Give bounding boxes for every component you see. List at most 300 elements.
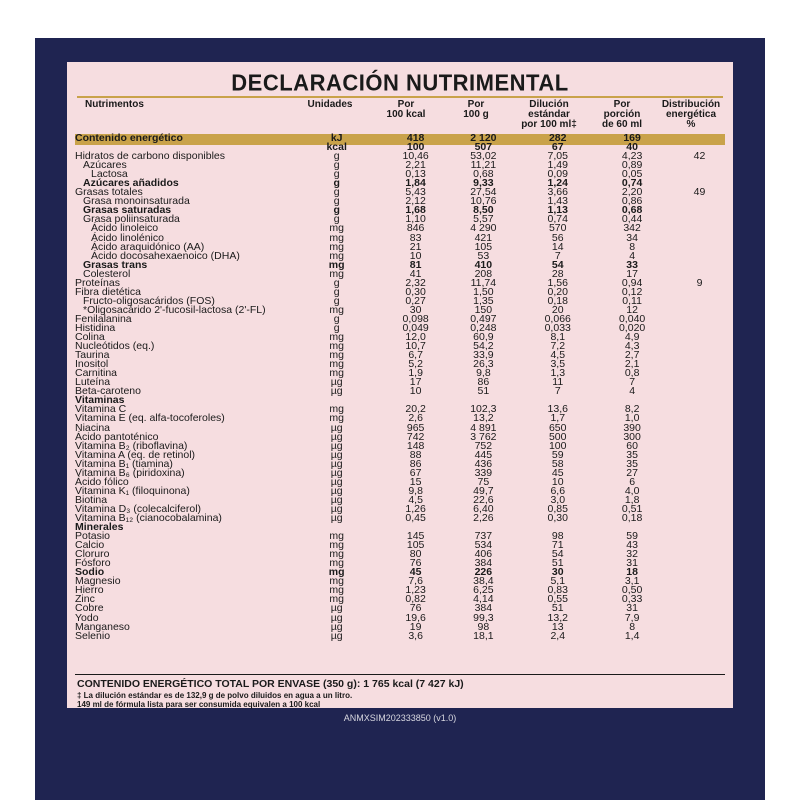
per100kcal-cell: 0,13 (405, 168, 426, 181)
unit-cell: µg (330, 448, 343, 461)
portion-cell: 1,8 (624, 493, 640, 506)
dilution-cell: 8,1 (550, 331, 566, 344)
table-row (75, 514, 733, 523)
unit-cell: µg (330, 602, 343, 615)
nutrient-name: Vitamina E (eq. alfa-tocoferoles) (75, 412, 225, 425)
distribution-cell (666, 261, 733, 270)
portion-cell: 0,74 (621, 177, 643, 190)
nutrient-name: Nucleótidos (eq.) (75, 340, 155, 353)
per100kcal-cell: 1,23 (405, 584, 426, 597)
per100kcal-cell: 7,6 (408, 575, 423, 588)
unit-cell: µg (330, 493, 343, 506)
dilution-cell: 0,066 (544, 312, 571, 325)
per100kcal-cell: 2,12 (405, 195, 426, 208)
header-distribution: Distribución energética % (661, 99, 721, 130)
portion-cell: 0,05 (621, 168, 643, 181)
distribution-cell (666, 478, 733, 487)
per100g-cell: 5,57 (473, 213, 494, 226)
unit-cell: mg (329, 530, 344, 543)
distribution-cell (666, 297, 733, 306)
distribution-cell (666, 333, 733, 342)
dilution-cell: 1,56 (547, 276, 568, 289)
dilution-cell: 0,033 (544, 322, 571, 334)
portion-cell: 4,23 (621, 150, 643, 163)
distribution-cell (666, 306, 733, 315)
nutrient-name: Potasio (75, 530, 111, 543)
per100g-cell: 384 (474, 557, 493, 570)
per100kcal-cell: 20,2 (405, 403, 426, 416)
distribution-cell (666, 234, 733, 243)
per100kcal-cell: 10,7 (405, 340, 426, 353)
unit-cell: g (333, 294, 340, 307)
per100g-cell: 9,8 (476, 367, 491, 380)
per100kcal-cell: 10 (409, 385, 422, 398)
unit-cell: µg (330, 376, 343, 389)
dilution-cell: 51 (551, 602, 564, 615)
dilution-cell: 0,83 (547, 584, 568, 597)
distribution-cell: 42 (693, 150, 706, 163)
per100kcal-cell: 0,30 (405, 285, 426, 298)
distribution-cell (666, 586, 733, 595)
portion-cell: 34 (626, 231, 638, 244)
portion-cell: 0,040 (618, 312, 646, 325)
portion-cell: 8,2 (624, 403, 640, 416)
total-energy: CONTENIDO ENERGÉTICO TOTAL POR ENVASE (350 g): 1 765 kcal (7 427 kJ) (77, 678, 464, 690)
portion-cell: 27 (626, 466, 638, 479)
dilution-cell: 282 (548, 132, 567, 145)
unit-cell: µg (330, 430, 343, 443)
distribution-cell (666, 451, 733, 460)
unit-cell: µg (330, 385, 343, 398)
unit-cell: mg (329, 340, 344, 353)
dilution-cell: 5,1 (550, 575, 566, 588)
distribution-cell (666, 442, 733, 451)
nutrient-name: Manganeso (75, 620, 130, 633)
portion-cell: 0,51 (621, 502, 643, 515)
nutrient-name: Fibra dietética (75, 285, 141, 298)
unit-cell: µg (330, 421, 343, 434)
per100kcal-cell: 76 (409, 557, 422, 570)
nutrient-name: Carnitina (75, 367, 118, 380)
per100g-cell: 6,25 (473, 584, 494, 597)
distribution-cell (666, 387, 733, 396)
dilution-cell: 13 (551, 620, 564, 633)
portion-cell: 7,9 (624, 611, 640, 624)
portion-cell: 0,86 (621, 195, 643, 208)
footer-rule (75, 674, 725, 675)
nutrient-name: Yodo (75, 611, 99, 624)
nutrient-name: Ácido linoleico (91, 222, 159, 235)
dilution-cell: 7 (554, 385, 561, 398)
per100kcal-cell: 0,049 (402, 322, 429, 334)
portion-cell: 4,0 (624, 484, 640, 497)
distribution-cell (666, 378, 733, 387)
per100g-cell: 13,2 (473, 412, 494, 425)
per100kcal-cell: 5,43 (405, 186, 426, 199)
nutrient-name: Calcio (75, 539, 105, 552)
dilution-cell: 0,30 (547, 511, 568, 524)
portion-cell: 12 (626, 303, 638, 316)
portion-cell: 0,44 (621, 213, 643, 226)
portion-cell: 60 (626, 439, 638, 452)
dilution-cell: 30 (551, 566, 564, 579)
distribution-cell: 49 (693, 186, 706, 199)
portion-cell: 2,20 (621, 186, 643, 199)
portion-cell: 0,68 (621, 204, 643, 217)
nutrient-name: Grasas saturadas (83, 204, 172, 217)
portion-cell: 32 (626, 548, 638, 561)
distribution-cell (666, 604, 733, 613)
per100kcal-cell: 742 (406, 430, 425, 443)
per100kcal-cell: 105 (406, 539, 425, 552)
dilution-cell: 71 (551, 539, 564, 552)
nutrient-name: Vitamina B₁ (tiamina) (75, 457, 173, 470)
portion-cell: 33 (626, 258, 638, 271)
dilution-cell: 0,85 (547, 502, 568, 515)
distribution-cell (666, 632, 733, 641)
distribution-cell (666, 577, 733, 586)
nutrient-name: Ácido docosahexaenoico (DHA) (91, 249, 240, 262)
distribution-cell (666, 623, 733, 632)
footnote-equivalence: 149 ml de fórmula lista para ser consumida equivalen a 100 kcal (77, 700, 321, 709)
distribution-cell (666, 550, 733, 559)
dilution-cell: 54 (551, 548, 564, 561)
portion-cell: 35 (626, 448, 638, 461)
distribution-cell (666, 414, 733, 423)
per100kcal-cell: 145 (406, 530, 425, 543)
label-title: DECLARACIÓN NUTRIMENTAL (231, 69, 569, 96)
per100g-cell: 0,68 (473, 168, 494, 181)
distribution-cell (666, 315, 733, 324)
portion-cell: 1,4 (624, 629, 640, 642)
dilution-cell: 20 (551, 303, 564, 316)
per100kcal-cell: 9,8 (408, 484, 423, 497)
per100kcal-cell: 19,6 (405, 611, 426, 624)
nutrient-name: Taurina (75, 349, 110, 362)
portion-cell: 4 (629, 385, 636, 398)
nutrient-name: Azúcares añadidos (83, 177, 179, 190)
per100g-cell: 99,3 (473, 611, 494, 624)
unit-cell: mg (329, 222, 344, 235)
nutrient-name: Hidratos de carbono disponibles (75, 150, 226, 163)
unit-cell: µg (330, 439, 343, 452)
unit-cell: mg (329, 240, 344, 253)
nutrient-name: Fenilalanina (75, 312, 132, 325)
unit-cell: g (333, 186, 340, 199)
unit-cell: mg (329, 584, 344, 597)
unit-cell: g (333, 159, 340, 172)
portion-cell: 0,18 (621, 511, 643, 524)
distribution-cell (666, 460, 733, 469)
portion-cell: 2,1 (624, 358, 640, 371)
nutrient-name: Colesterol (83, 267, 131, 280)
distribution-cell (666, 424, 733, 433)
unit-cell: mg (328, 258, 345, 271)
per100kcal-cell: 3,6 (408, 629, 423, 642)
nutrient-name: Vitamina D₃ (colecalciferol) (75, 502, 202, 515)
header-nutrient: Nutrimentos (85, 99, 144, 110)
unit-cell: g (333, 322, 340, 334)
per100g-cell: 507 (474, 141, 493, 154)
per100g-cell: 4,14 (473, 593, 494, 606)
unit-cell: mg (329, 231, 344, 244)
dilution-cell: 1,43 (547, 195, 568, 208)
unit-cell: mg (329, 575, 344, 588)
per100g-cell: 0,248 (470, 322, 497, 334)
unit-cell: g (333, 150, 340, 163)
dilution-cell: 0,74 (547, 213, 568, 226)
unit-cell: mg (329, 412, 344, 425)
per100kcal-cell: 1,84 (405, 177, 426, 190)
per100g-cell: 11,74 (470, 276, 497, 289)
unit-cell: g (333, 195, 340, 208)
distribution-cell (666, 505, 733, 514)
dilution-cell: 67 (551, 141, 564, 154)
portion-cell: 0,020 (618, 322, 646, 334)
unit-cell: kJ (330, 132, 343, 145)
portion-cell: 4,9 (624, 331, 640, 344)
unit-cell: mg (329, 303, 344, 316)
portion-cell: 169 (623, 132, 641, 145)
dilution-cell: 2,4 (550, 629, 566, 642)
nutrient-name: Hierro (75, 584, 104, 597)
dilution-cell: 54 (551, 258, 564, 271)
header-portion: Por porción de 60 ml (601, 99, 643, 130)
unit-cell: mg (329, 593, 344, 606)
distribution-cell (666, 559, 733, 568)
nutrient-name: Grasa poliinsaturada (83, 213, 180, 226)
per100g-cell: 53,02 (470, 150, 497, 163)
nutrient-name: Contenido energético (75, 132, 183, 145)
unit-cell: mg (329, 557, 344, 570)
per100kcal-cell: 1,10 (405, 213, 426, 226)
dilution-cell: 0,20 (547, 285, 568, 298)
per100g-cell: 3 762 (470, 430, 497, 443)
per100g-cell: 27,54 (470, 186, 497, 199)
per100kcal-cell: 41 (409, 267, 422, 280)
dilution-cell: 56 (551, 231, 564, 244)
per100g-cell: 38,4 (473, 575, 494, 588)
portion-cell: 8 (629, 620, 636, 633)
distribution-cell (666, 360, 733, 369)
dilution-cell: 13,6 (547, 403, 568, 416)
dilution-cell: 7 (554, 249, 561, 262)
distribution-cell (666, 324, 733, 333)
portion-cell: 31 (626, 557, 638, 570)
nutrient-name: Beta-caroteno (75, 385, 141, 398)
nutrient-name: Vitamina A (eq. de retinol) (75, 448, 196, 461)
dilution-cell: 3,5 (550, 358, 566, 371)
dilution-cell: 3,66 (547, 186, 568, 199)
distribution-cell (666, 487, 733, 496)
per100g-cell: 752 (474, 439, 493, 452)
distribution-cell (666, 523, 733, 532)
portion-cell: 31 (626, 602, 638, 615)
per100kcal-cell: 80 (409, 548, 422, 561)
nutrient-name: Proteínas (75, 276, 120, 289)
per100kcal-cell: 19 (409, 620, 422, 633)
unit-cell: µg (330, 511, 343, 524)
distribution-cell (666, 224, 733, 233)
unit-cell: g (333, 168, 340, 181)
per100kcal-cell: 86 (409, 457, 422, 470)
dilution-cell: 570 (548, 222, 567, 235)
dilution-cell: 0,18 (547, 294, 568, 307)
unit-cell: µg (330, 502, 343, 515)
nutrient-name: Vitamina K₁ (filoquinona) (75, 484, 190, 497)
distribution-cell (666, 288, 733, 297)
per100g-cell: 8,50 (473, 204, 494, 217)
per100kcal-cell: 2,21 (405, 159, 426, 172)
portion-cell: 7 (629, 376, 636, 389)
distribution-cell (666, 206, 733, 215)
per100kcal-cell: 2,6 (408, 412, 423, 425)
nutrient-name: Ácido pantoténico (75, 430, 159, 443)
title-rule (77, 96, 723, 98)
nutrition-label-card (67, 62, 733, 708)
per100kcal-cell: 1,68 (405, 204, 426, 217)
dilution-cell: 59 (551, 448, 564, 461)
per100g-cell: 26,3 (473, 358, 494, 371)
per100g-cell: 60,9 (473, 331, 494, 344)
dilution-cell: 100 (548, 439, 567, 452)
portion-cell: 4 (629, 249, 636, 262)
distribution-cell (666, 496, 733, 505)
per100kcal-cell: 88 (409, 448, 422, 461)
dilution-cell: 14 (551, 240, 564, 253)
unit-cell: mg (329, 249, 344, 262)
portion-cell: 18 (626, 566, 638, 579)
per100kcal-cell: 1,26 (405, 502, 426, 515)
footnote-dilution: ‡ La dilución estándar es de 132,9 g de polvo diluidos en agua a un litro. (77, 691, 353, 700)
per100kcal-cell: 1,9 (408, 367, 423, 380)
dilution-cell: 6,6 (550, 484, 566, 497)
per100g-cell: 4 891 (470, 421, 497, 434)
per100kcal-cell: 76 (409, 602, 422, 615)
nutrient-name: Minerales (75, 521, 124, 534)
per100g-cell: 1,35 (473, 294, 494, 307)
unit-cell: µg (330, 629, 343, 642)
dilution-cell: 1,7 (550, 412, 566, 425)
per100g-cell: 6,40 (473, 502, 494, 515)
dilution-cell: 3,0 (550, 493, 566, 506)
header-unit: Unidades (307, 99, 353, 110)
per100g-cell: 4 290 (470, 222, 497, 235)
distribution-cell (666, 351, 733, 360)
nutrient-name: Ácido araquidónico (AA) (91, 240, 205, 253)
distribution-cell (666, 170, 733, 179)
unit-cell: g (333, 204, 340, 217)
per100g-cell: 75 (477, 475, 490, 488)
per100g-cell: 2 120 (470, 132, 497, 145)
portion-cell: 0,33 (621, 593, 643, 606)
nutrient-name: Vitamina B₁₂ (cianocobalamina) (75, 511, 222, 524)
distribution-cell (666, 541, 733, 550)
unit-cell: mg (329, 403, 344, 416)
distribution-cell (666, 243, 733, 252)
distribution-cell (666, 405, 733, 414)
distribution-cell (666, 134, 733, 143)
per100kcal-cell: 5,2 (408, 358, 423, 371)
per100kcal-cell: 12,0 (405, 331, 426, 344)
nutrient-name: Vitaminas (75, 394, 125, 407)
nutrient-name: Luteína (75, 376, 111, 389)
per100g-cell: 339 (474, 466, 493, 479)
unit-cell: mg (329, 331, 344, 344)
distribution-cell (666, 532, 733, 541)
unit-cell: kcal (326, 141, 347, 154)
per100kcal-cell: 418 (406, 132, 425, 145)
per100g-cell: 737 (474, 530, 493, 543)
per100g-cell: 49,7 (473, 484, 494, 497)
portion-cell: 8 (629, 240, 636, 253)
per100g-cell: 10,76 (470, 195, 497, 208)
distribution-cell (666, 252, 733, 261)
per100g-cell: 18,1 (473, 629, 494, 642)
nutrient-name: Selenio (75, 629, 111, 642)
distribution-cell (666, 396, 733, 405)
distribution-cell (666, 613, 733, 622)
dilution-cell: 98 (551, 530, 564, 543)
distribution-cell (666, 469, 733, 478)
nutrient-name: Vitamina B₂ (riboflavina) (75, 439, 188, 452)
portion-cell: 0,94 (621, 276, 643, 289)
distribution-cell (666, 433, 733, 442)
portion-cell: 40 (626, 141, 638, 154)
nutrient-name: Niacina (75, 421, 111, 434)
per100g-cell: 9,33 (473, 177, 494, 190)
nutrient-name: Biotina (75, 493, 108, 506)
per100g-cell: 406 (474, 548, 493, 561)
per100kcal-cell: 10,46 (402, 150, 429, 163)
nutrient-name: Azúcares (83, 159, 127, 172)
per100kcal-cell: 45 (409, 566, 422, 579)
distribution-cell (666, 514, 733, 523)
unit-cell: mg (329, 267, 344, 280)
unit-cell: µg (330, 466, 343, 479)
nutrient-name: Vitamina C (75, 403, 127, 416)
unit-cell: g (333, 177, 340, 190)
per100g-cell: 98 (477, 620, 490, 633)
unit-cell: µg (330, 620, 343, 633)
distribution-cell (666, 369, 733, 378)
per100kcal-cell: 30 (409, 303, 422, 316)
per100kcal-cell: 2,32 (405, 276, 426, 289)
header-per100g: Por 100 g (463, 99, 489, 120)
unit-cell: g (333, 312, 340, 325)
per100g-cell: 53 (477, 249, 490, 262)
nutrient-name: Fructo-oligosacáridos (FOS) (83, 294, 215, 307)
unit-cell: g (333, 276, 340, 289)
unit-cell: g (333, 285, 340, 298)
dilution-cell: 51 (551, 557, 564, 570)
portion-cell: 59 (626, 530, 638, 543)
nutrient-name: Sodio (75, 566, 105, 579)
nutrient-name: *Oligosacárido 2'-fucosil-lactosa (2'-FL) (83, 303, 266, 316)
distribution-cell (666, 342, 733, 351)
per100g-cell: 102,3 (470, 403, 497, 416)
nutrient-name: Zinc (75, 593, 95, 606)
per100g-cell: 86 (477, 376, 490, 389)
per100kcal-cell: 15 (409, 475, 422, 488)
per100kcal-cell: 846 (406, 222, 425, 235)
dilution-cell: 7,2 (550, 340, 566, 353)
dilution-cell: 1,3 (550, 367, 566, 380)
nutrient-name: Colina (75, 331, 105, 344)
table-row (75, 387, 733, 396)
unit-cell: mg (329, 539, 344, 552)
distribution-cell (666, 215, 733, 224)
